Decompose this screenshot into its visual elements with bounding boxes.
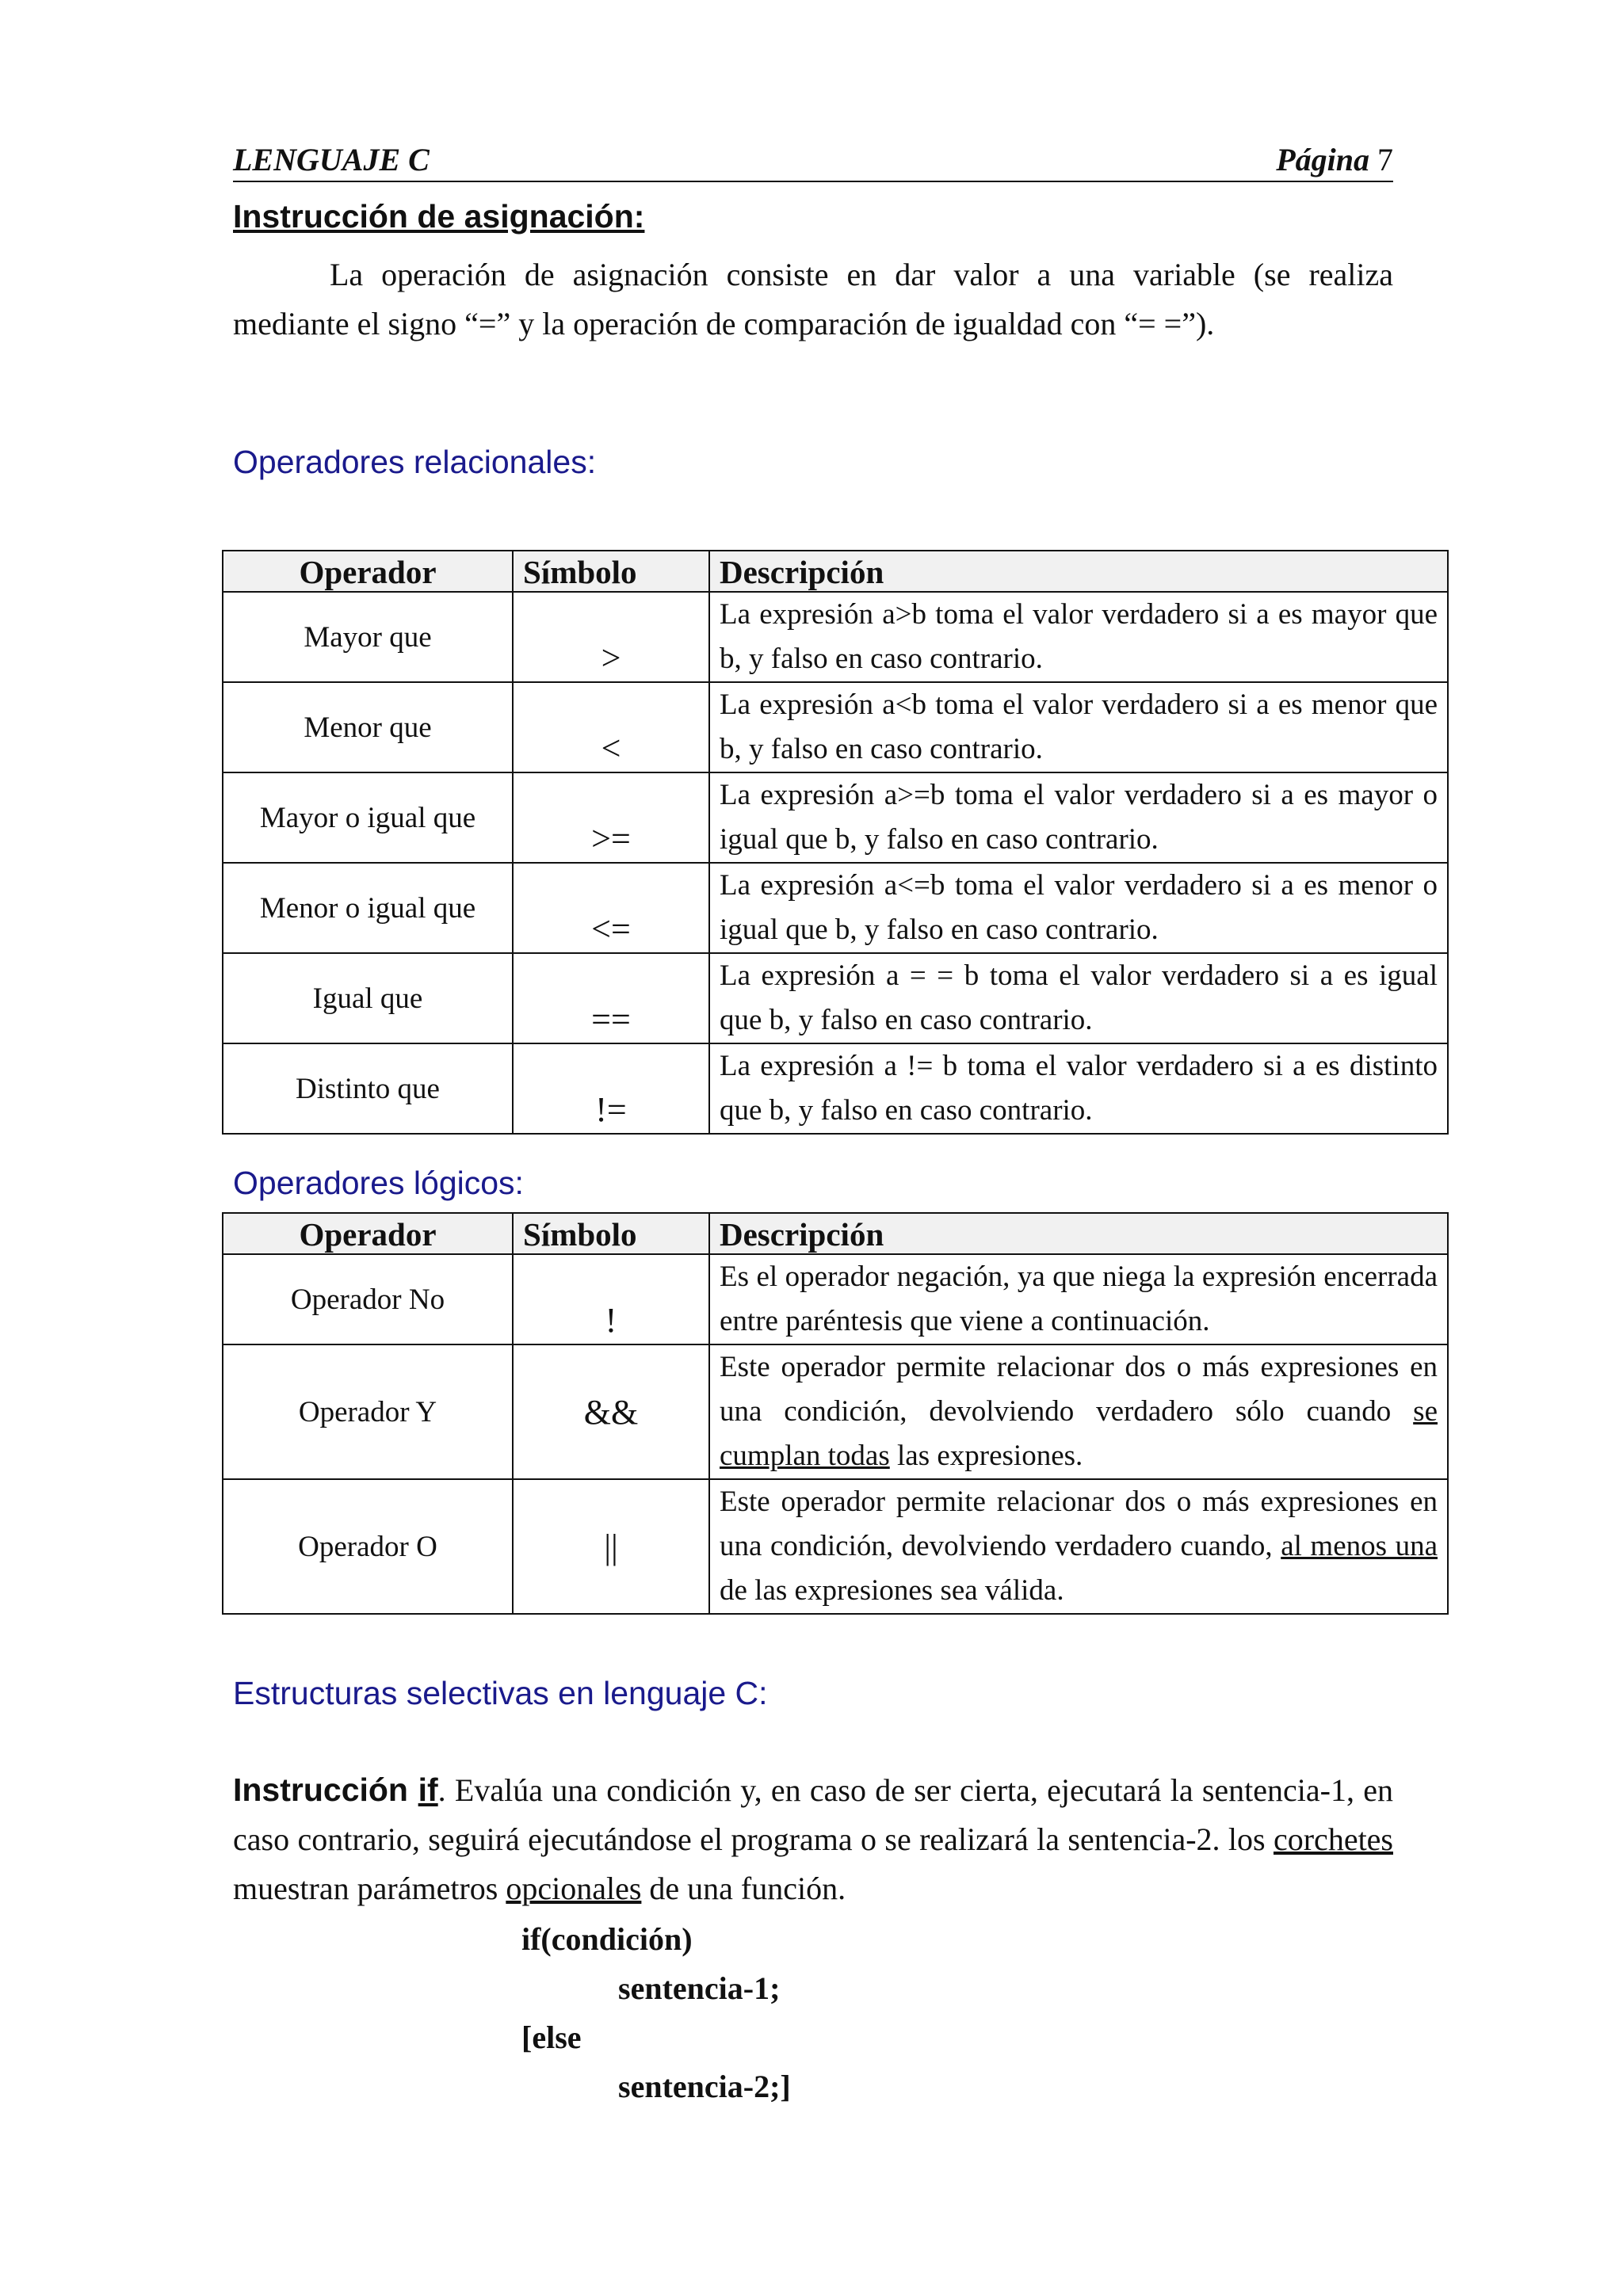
table-row [223,772,1448,863]
symbol-cell: != [513,1043,709,1134]
code-line: sentencia-1; [618,1970,781,2006]
description-cell: La expresión a<b toma el valor verdadero si a es menor que b, y falso en caso contrario. [709,682,1448,772]
table-row [223,682,1448,772]
table-row [223,1479,1448,1614]
selective-heading: Estructuras selectivas en lenguaje C: [233,1675,768,1711]
table-header-row [223,1213,1448,1254]
table-row [223,1043,1448,1134]
column-header: Descripción [709,1213,1448,1254]
symbol-cell: ! [513,1254,709,1344]
operator-cell: Mayor que [223,592,513,682]
operator-cell: Distinto que [223,1043,513,1134]
assignment-paragraph: La operación de asignación consiste en dar valor a una variable (se realiza mediante el signo “=” y la operación de comparación de igualdad con “= =”). [233,257,1393,341]
description-cell: La expresión a>b toma el valor verdadero si a es mayor que b, y falso en caso contrario. [709,592,1448,682]
column-header: Operador [223,551,513,592]
symbol-cell: || [513,1479,709,1614]
table-row [223,592,1448,682]
symbol-cell: <= [513,863,709,953]
operator-cell: Mayor o igual que [223,772,513,863]
symbol-cell: == [513,953,709,1043]
symbol-cell: < [513,682,709,772]
logical-operators-table [222,1212,1449,1615]
column-header: Descripción [709,551,1448,592]
code-line: if(condición) [521,1921,693,1957]
description-cell: La expresión a = = b toma el valor verdadero si a es igual que b, y falso en caso contrario. [709,953,1448,1043]
code-line: [else [521,2019,582,2055]
column-header: Símbolo [513,1213,709,1254]
table-row [223,1254,1448,1344]
operator-cell: Menor o igual que [223,863,513,953]
operator-cell: Operador Y [223,1344,513,1479]
description-cell: Es el operador negación, ya que niega la expresión encerrada entre paréntesis que viene a continuación. [709,1254,1448,1344]
table-header-row [223,551,1448,592]
if-instruction-paragraph: Instrucción if. Evalúa una condición y, en caso de ser cierta, ejecutará la sentencia-1, en caso contrario, seguirá ejecutándose el programa o se realizará la sentencia-2. los corchetes muestran parámetros opcionales de una función. [233,1772,1393,1906]
description-cell: La expresión a>=b toma el valor verdadero si a es mayor o igual que b, y falso en caso contrario. [709,772,1448,863]
relational-operators-table [222,550,1449,1135]
table-row [223,953,1448,1043]
column-header: Símbolo [513,551,709,592]
header-title: LENGUAJE C [233,142,430,177]
operator-cell: Menor que [223,682,513,772]
header-page-number: Página 7 [1276,142,1393,177]
operator-cell: Igual que [223,953,513,1043]
symbol-cell: >= [513,772,709,863]
running-header [233,139,1393,182]
description-cell: Este operador permite relacionar dos o más expresiones en una condición, devolviendo verdadero cuando, al menos una de las expresiones sea válida. [709,1479,1448,1614]
code-line: sentencia-2;] [618,2069,791,2104]
opcionales-link: opcionales [506,1871,642,1906]
symbol-cell: > [513,592,709,682]
table-row [223,863,1448,953]
operator-cell: Operador No [223,1254,513,1344]
symbol-cell: && [513,1344,709,1479]
if-label: Instrucción [233,1772,418,1808]
operator-cell: Operador O [223,1479,513,1614]
table-row [223,1344,1448,1479]
relational-heading: Operadores relacionales: [233,444,597,480]
corchetes-link: corchetes [1273,1821,1393,1857]
description-cell: Este operador permite relacionar dos o más expresiones en una condición, devolviendo verdadero sólo cuando se cumplan todas las expresiones. [709,1344,1448,1479]
assignment-heading: Instrucción de asignación: [233,198,645,235]
if-keyword: if [418,1772,438,1808]
logical-heading: Operadores lógicos: [233,1165,524,1201]
column-header: Operador [223,1213,513,1254]
description-cell: La expresión a<=b toma el valor verdadero si a es menor o igual que b, y falso en caso contrario. [709,863,1448,953]
description-cell: La expresión a != b toma el valor verdadero si a es distinto que b, y falso en caso contrario. [709,1043,1448,1134]
